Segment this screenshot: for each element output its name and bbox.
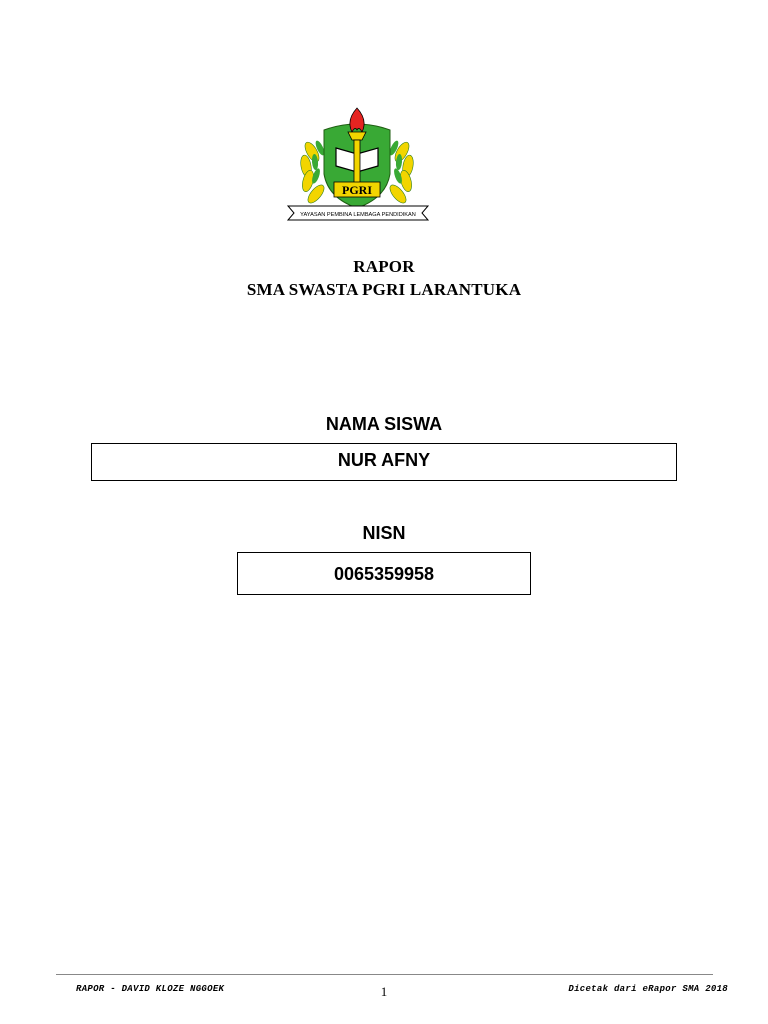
nisn-label: NISN	[362, 523, 406, 543]
pgri-emblem-icon	[282, 104, 434, 228]
school-name: SMA SWASTA PGRI LARANTUKA	[246, 280, 522, 299]
footer-right-text: Dicetak dari eRapor SMA 2018	[568, 984, 728, 994]
footer-divider	[56, 974, 713, 975]
student-name-label: NAMA SISWA	[325, 414, 443, 434]
page-number: 1	[380, 984, 388, 999]
nisn-box: 0065359958	[237, 552, 531, 595]
logo-emblem-text: PGRI	[342, 183, 372, 197]
logo-ribbon-text: YAYASAN PEMBINA LEMBAGA PENDIDIKAN	[300, 212, 416, 218]
report-title: RAPOR	[353, 257, 415, 276]
student-name-box: NUR AFNY	[91, 443, 677, 481]
footer-left-text: RAPOR - DAVID KLOZE NGGOEK	[76, 984, 225, 994]
